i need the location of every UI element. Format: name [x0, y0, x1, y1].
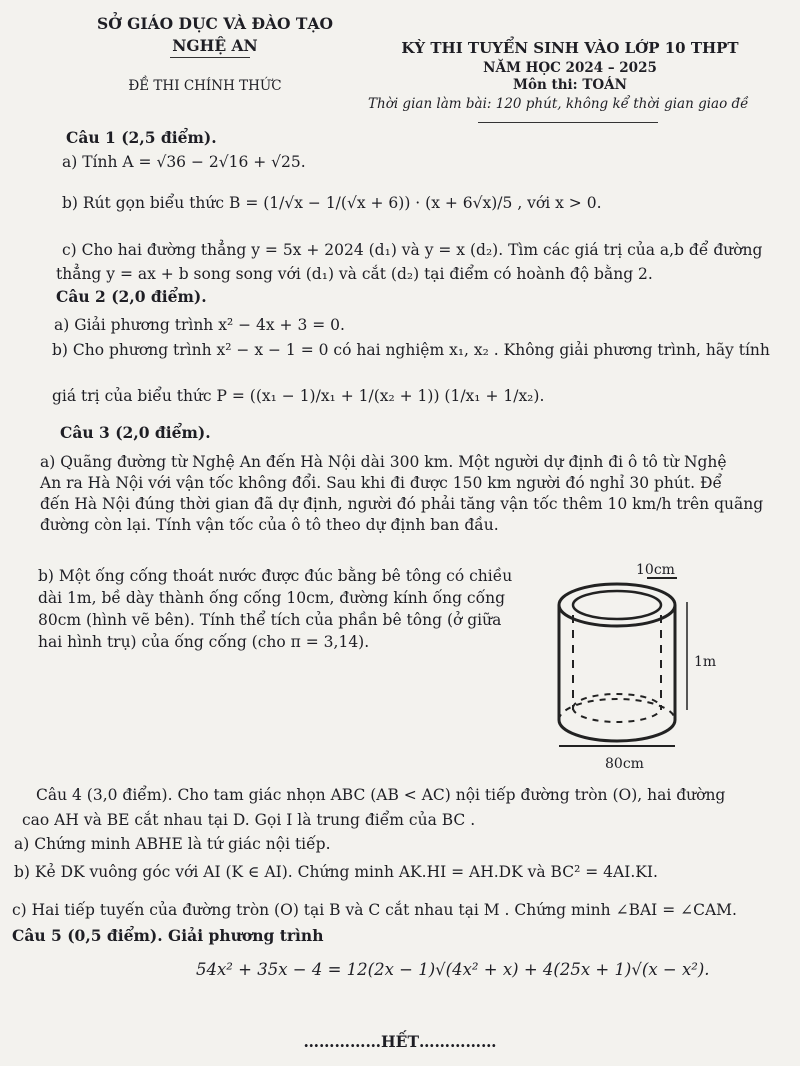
- dept-line2: NGHỆ AN: [172, 36, 258, 55]
- figure-label-length: 1m: [694, 654, 717, 670]
- q2-part-b-line1: b) Cho phương trình x² − x − 1 = 0 có hai nghiệm x₁, x₂ . Không giải phương trình, hãy tính: [52, 341, 770, 359]
- end-marker: ……………HẾT……………: [303, 1032, 497, 1051]
- q3-part-a-line1: a) Quãng đường từ Nghệ An đến Hà Nội dài 300 km. Một người dự định đi ô tô từ Nghệ: [40, 453, 727, 471]
- q3-part-b-line4: hai hình trụ) của ống cống (cho π = 3,14).: [38, 633, 370, 651]
- q2-title: Câu 2 (2,0 điểm).: [56, 287, 207, 306]
- figure-label-thickness: 10cm: [636, 562, 675, 578]
- pipe-figure: [555, 560, 715, 770]
- dept-line1: SỞ GIÁO DỤC VÀ ĐÀO TẠO: [97, 14, 333, 33]
- inner-bottom-hidden-arc: [573, 694, 661, 708]
- outer-bottom-arc: [559, 720, 675, 741]
- q4-part-b: b) Kẻ DK vuông góc với AI (K ∈ AI). Chứng minh AK.HI = AH.DK và BC² = 4AI.KI.: [14, 863, 658, 881]
- exam-time: Thời gian làm bài: 120 phút, không kể thời gian giao đề: [368, 96, 749, 112]
- q4-line2: cao AH và BE cắt nhau tại D. Gọi I là trung điểm của BC .: [22, 811, 476, 829]
- q1-part-b: b) Rút gọn biểu thức B = (1/√x − 1/(√x + 6)) · (x + 6√x)/5 , với x > 0.: [62, 194, 602, 212]
- q3-part-a-line3: đến Hà Nội đúng thời gian đã dự định, người đó phải tăng vận tốc thêm 10 km/h trên quãng: [40, 495, 764, 513]
- q2-part-a: a) Giải phương trình x² − 4x + 3 = 0.: [54, 316, 345, 334]
- exam-year: NĂM HỌC 2024 – 2025: [483, 60, 657, 76]
- q4-part-a: a) Chứng minh ABHE là tứ giác nội tiếp.: [14, 835, 331, 853]
- q3-part-a-line4: đường còn lại. Tính vận tốc của ô tô theo dự định ban đầu.: [40, 516, 499, 534]
- q1-title: Câu 1 (2,5 điểm).: [66, 128, 217, 147]
- q3-part-a-line2: An ra Hà Nội với vận tốc không đổi. Sau khi đi được 150 km người đó nghỉ 30 phút. Để: [40, 474, 723, 492]
- q4-part-c: c) Hai tiếp tuyến của đường tròn (O) tại B và C cắt nhau tại M . Chứng minh ∠BAI = ∠CAM.: [12, 901, 737, 919]
- exam-subject: Môn thi: TOÁN: [513, 77, 627, 93]
- q1-part-c-line1: c) Cho hai đường thẳng y = 5x + 2024 (d₁) và y = x (d₂). Tìm các giá trị của a,b để đường: [62, 241, 763, 259]
- q2-part-b-line2: giá trị của biểu thức P = ((x₁ − 1)/x₁ + 1/(x₂ + 1)) (1/x₁ + 1/x₂).: [52, 387, 545, 405]
- header-underline-left: [170, 57, 250, 58]
- q1-part-a: a) Tính A = √36 − 2√16 + √25.: [62, 153, 306, 171]
- q5-equation: 54x² + 35x − 4 = 12(2x − 1)√(4x² + x) + 4(25x + 1)√(x − x²).: [196, 960, 710, 979]
- official-label: ĐỀ THI CHÍNH THỨC: [128, 78, 282, 94]
- figure-label-diameter: 80cm: [605, 756, 644, 772]
- q3-part-b-line3: 80cm (hình vẽ bên). Tính thể tích của phần bê tông (ở giữa: [38, 611, 502, 629]
- q1-part-c-line2: thẳng y = ax + b song song với (d₁) và cắt (d₂) tại điểm có hoành độ bằng 2.: [56, 265, 653, 283]
- q3-part-b-line1: b) Một ống cống thoát nước được đúc bằng bê tông có chiều: [38, 567, 513, 585]
- outer-bottom-hidden-arc: [559, 699, 675, 720]
- q3-part-b-line2: dài 1m, bề dày thành ống cống 10cm, đường kính ống cống: [38, 589, 505, 607]
- header-underline-right: [478, 122, 658, 123]
- q3-title: Câu 3 (2,0 điểm).: [60, 423, 211, 442]
- inner-top-ellipse: [573, 591, 661, 619]
- inner-bottom-arc: [573, 708, 661, 722]
- q4-title-line: Câu 4 (3,0 điểm). Cho tam giác nhọn ABC (AB < AC) nội tiếp đường tròn (O), hai đường: [36, 786, 726, 804]
- pipe-drawing: [555, 560, 715, 770]
- q5-title: Câu 5 (0,5 điểm). Giải phương trình: [12, 926, 324, 945]
- exam-title: KỲ THI TUYỂN SINH VÀO LỚP 10 THPT: [401, 39, 739, 57]
